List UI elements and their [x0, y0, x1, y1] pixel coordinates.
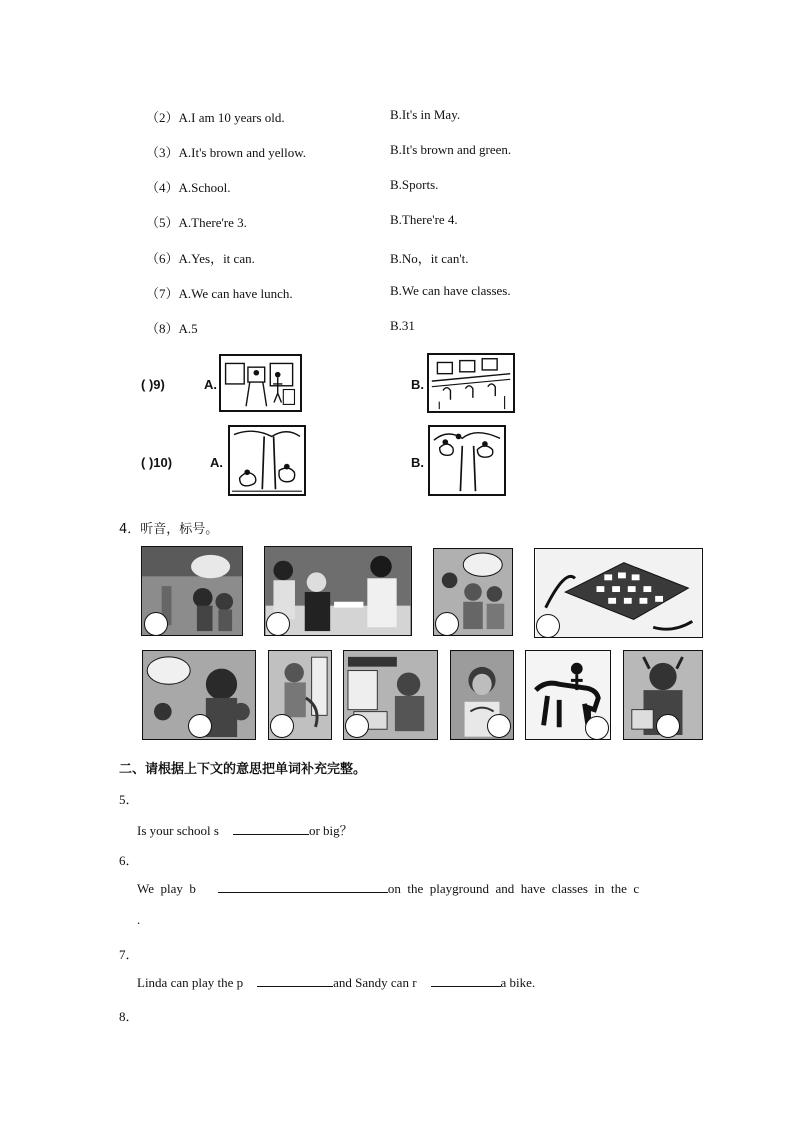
answer-circle[interactable] [487, 714, 511, 738]
answer-circle[interactable] [656, 714, 680, 738]
option-b: B.It's in May. [390, 107, 461, 122]
option-a: A.I am 10 years old. [178, 110, 285, 125]
answer-paren-10[interactable]: ( )10) [141, 455, 173, 470]
option-a: A.5 [178, 321, 198, 336]
option-b: B.31 [390, 318, 415, 333]
picture-computer-room [427, 353, 515, 413]
option-a: A.Yes，it can. [178, 251, 255, 266]
mc-item-6 [146, 248, 255, 267]
pic-label-a: A. [204, 377, 217, 392]
item-number: （6） [146, 251, 179, 266]
answer-circle[interactable] [144, 612, 168, 636]
pic-label-b: B. [411, 455, 424, 470]
item-number: （8） [146, 321, 179, 336]
item-number: （2） [146, 110, 179, 125]
answer-paren-9[interactable]: ( )9) [141, 377, 165, 392]
option-b: B.Sports. [390, 177, 439, 192]
option-b: B.No，it can't. [390, 251, 469, 266]
item-number: （3） [146, 145, 179, 160]
question-6-sentence: We play b on the playground and have classes in the c [137, 881, 640, 896]
option-a: A.School. [178, 180, 231, 195]
art-room-illustration [221, 356, 300, 410]
option-b: B.We can have classes. [390, 283, 511, 298]
tree-illustration-b [430, 427, 504, 494]
option-a: A.It's brown and yellow. [178, 145, 307, 160]
computer-room-illustration [429, 355, 513, 411]
question-6-number: 6． [119, 853, 139, 868]
question-7-sentence: Linda can play the p and Sandy can r a bike. [137, 975, 536, 990]
answer-circle[interactable] [188, 714, 212, 738]
mc-item-4 [146, 177, 231, 196]
mc-item-8 [146, 318, 198, 337]
pic-label-b: B. [411, 377, 424, 392]
answer-blank[interactable] [233, 823, 309, 835]
option-a: A.We can have lunch. [178, 286, 293, 301]
question-6-end: . [137, 912, 141, 927]
option-a: A.There're 3. [178, 215, 247, 230]
item-number: （4） [146, 180, 179, 195]
answer-circle[interactable] [585, 716, 609, 740]
mc-item-3 [146, 142, 306, 161]
section-2-heading: 二、请根据上下文的意思把单词补充完整。 [119, 762, 367, 777]
answer-circle[interactable] [536, 614, 560, 638]
answer-circle[interactable] [266, 612, 290, 636]
answer-blank[interactable] [218, 881, 388, 893]
question-5-sentence: Is your school s or big？ [137, 823, 353, 838]
answer-blank[interactable] [257, 975, 333, 987]
section-4-heading: 4．听音，标号。 [119, 522, 219, 537]
answer-blank[interactable] [431, 975, 501, 987]
picture-tree-animals-below [228, 425, 306, 496]
mc-item-5 [146, 212, 247, 231]
option-b: B.It's brown and green. [390, 142, 512, 157]
mc-item-7 [146, 283, 293, 302]
question-8-number: 8． [119, 1009, 139, 1024]
answer-circle[interactable] [345, 714, 369, 738]
pic-label-a: A. [210, 455, 223, 470]
question-5-number: 5． [119, 792, 139, 807]
item-number: （5） [146, 215, 179, 230]
question-7-number: 7． [119, 947, 139, 962]
tree-illustration-a [230, 427, 304, 494]
mc-item-2 [146, 107, 285, 126]
item-number: （7） [146, 286, 179, 301]
calendar-dragon-image [535, 549, 702, 637]
picture-tree-animals-above [428, 425, 506, 496]
answer-circle[interactable] [435, 612, 459, 636]
option-b: B.There're 4. [390, 212, 458, 227]
picture-art-room [219, 354, 302, 412]
answer-circle[interactable] [270, 714, 294, 738]
